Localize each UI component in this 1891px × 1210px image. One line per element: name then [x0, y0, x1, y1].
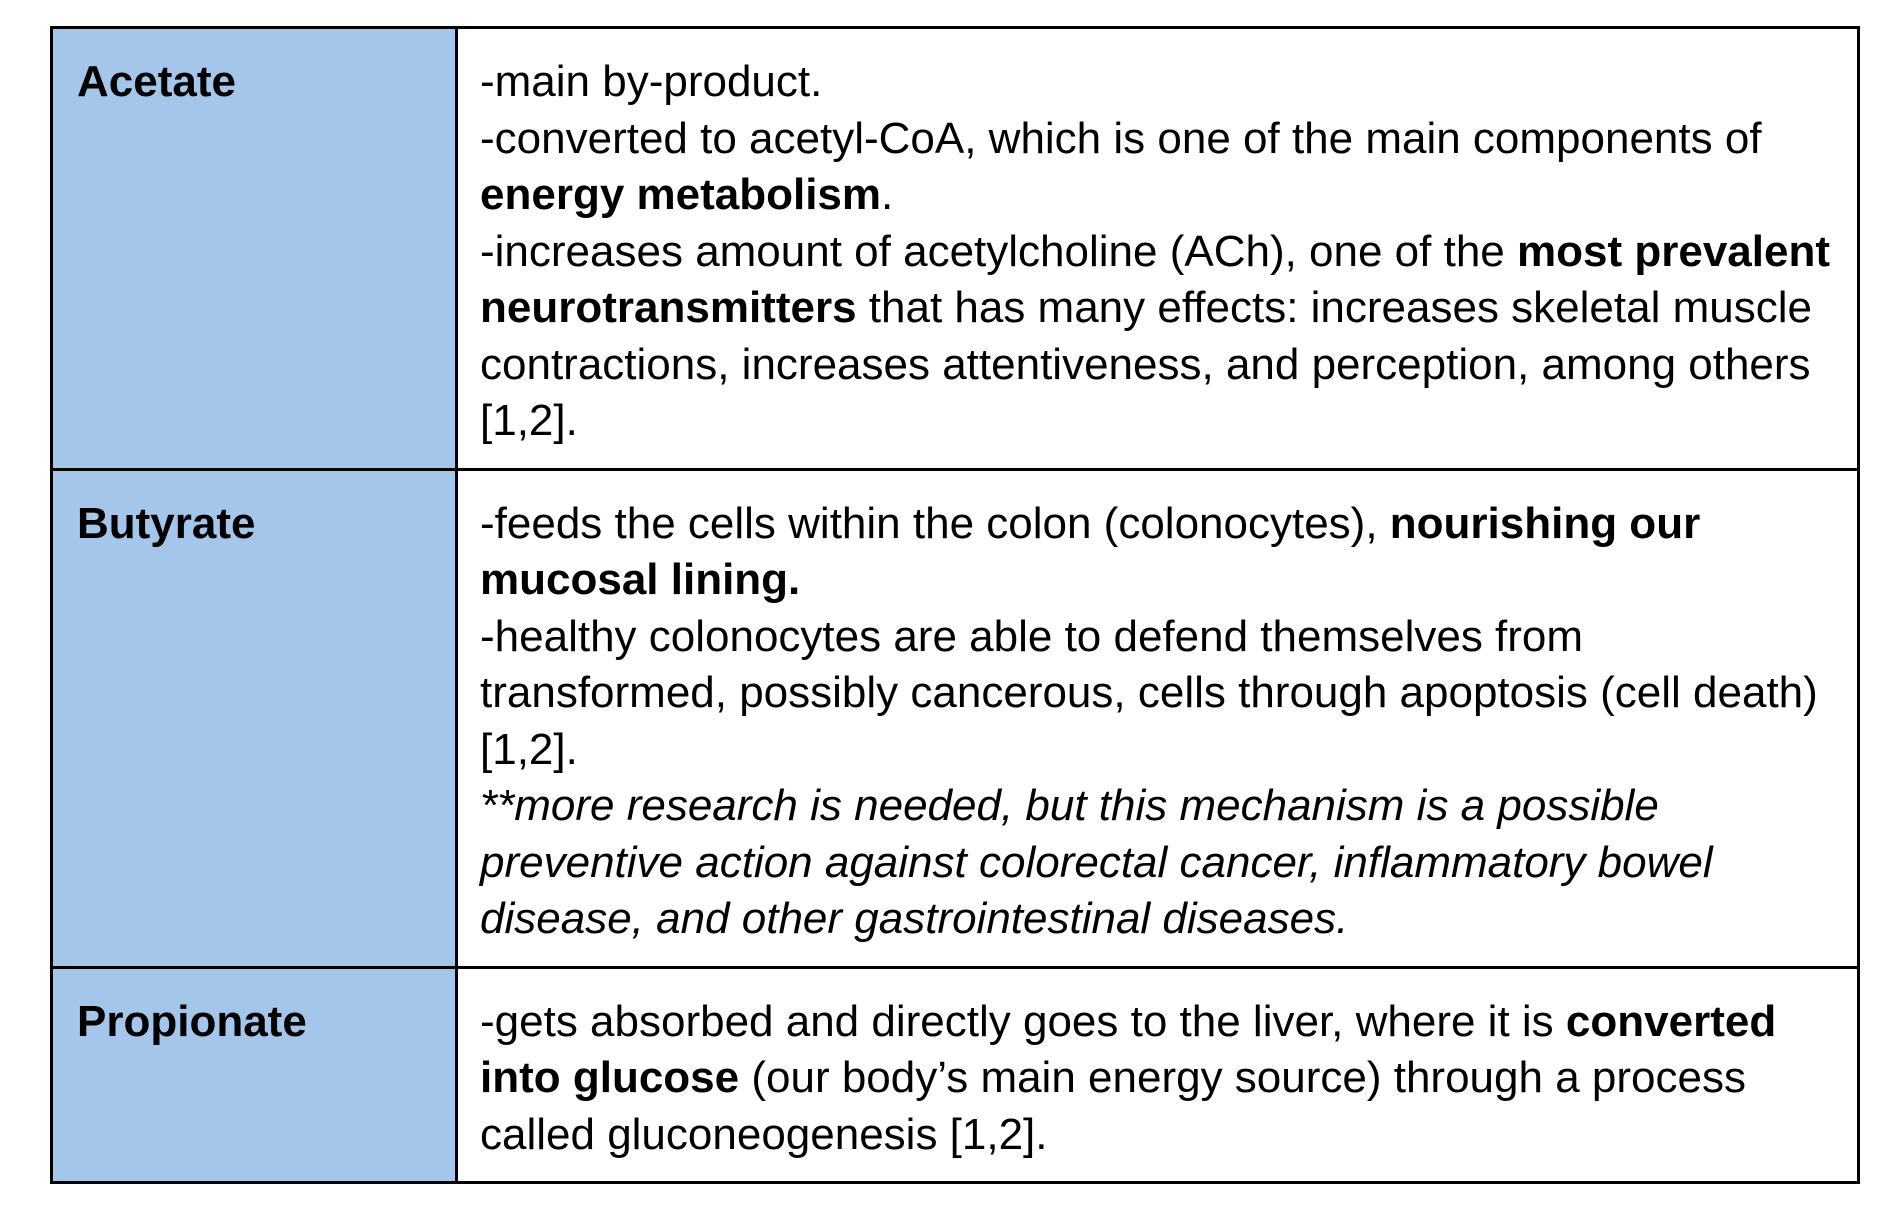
description-text: .	[881, 170, 894, 219]
description-text: -healthy colonocytes are able to defend themselves from transformed, possibly cancerous, cells through apoptosis (cell death) [1,2].	[480, 611, 1818, 774]
acid-name-cell	[52, 469, 457, 967]
acid-name: Butyrate	[77, 498, 256, 548]
description-text: that has many effects: increases skeletal muscle contractions, increases attentiveness, and perception, among others [1,2].	[480, 283, 1812, 445]
description-line	[480, 111, 1839, 224]
research-note: **more research is needed, but this mechanism is a possible preventive action against colorectal cancer, inflammatory bowel disease, and other gastrointestinal diseases.	[480, 781, 1713, 943]
acid-name: Propionate	[77, 996, 307, 1046]
description-cell	[457, 28, 1859, 470]
description-emphasis: most prevalent neurotransmitters	[480, 226, 1830, 332]
description-cell	[457, 967, 1859, 1183]
description-cell	[457, 469, 1859, 967]
description-line	[480, 609, 1839, 779]
description-line	[480, 496, 1839, 609]
description-text: -increases amount of acetylcholine (ACh), one of the	[480, 226, 1517, 276]
description-emphasis: converted into glucose	[480, 996, 1777, 1102]
acid-name-cell	[52, 967, 457, 1183]
description-text: -gets absorbed and directly goes to the liver, where it is	[480, 996, 1566, 1046]
description-line	[480, 224, 1839, 450]
table-row	[52, 469, 1859, 967]
table-row	[52, 967, 1859, 1183]
table-row	[52, 28, 1859, 470]
description-text: -main by-product.	[480, 57, 823, 106]
description-text: -feeds the cells within the colon (colonocytes),	[480, 498, 1390, 548]
description-text: -converted to acetyl-CoA, which is one of the main components of	[480, 113, 1762, 163]
description-line	[480, 994, 1839, 1164]
description-text: (our body’s main energy source) through a process called gluconeogenesis [1,2].	[480, 1053, 1746, 1159]
acid-name: Acetate	[77, 57, 236, 106]
description-emphasis: energy metabolism	[480, 170, 882, 219]
acid-name-cell	[52, 28, 457, 470]
scfa-table	[50, 26, 1860, 1184]
description-line	[480, 54, 1839, 111]
description-emphasis: nourishing our mucosal lining.	[480, 498, 1701, 604]
